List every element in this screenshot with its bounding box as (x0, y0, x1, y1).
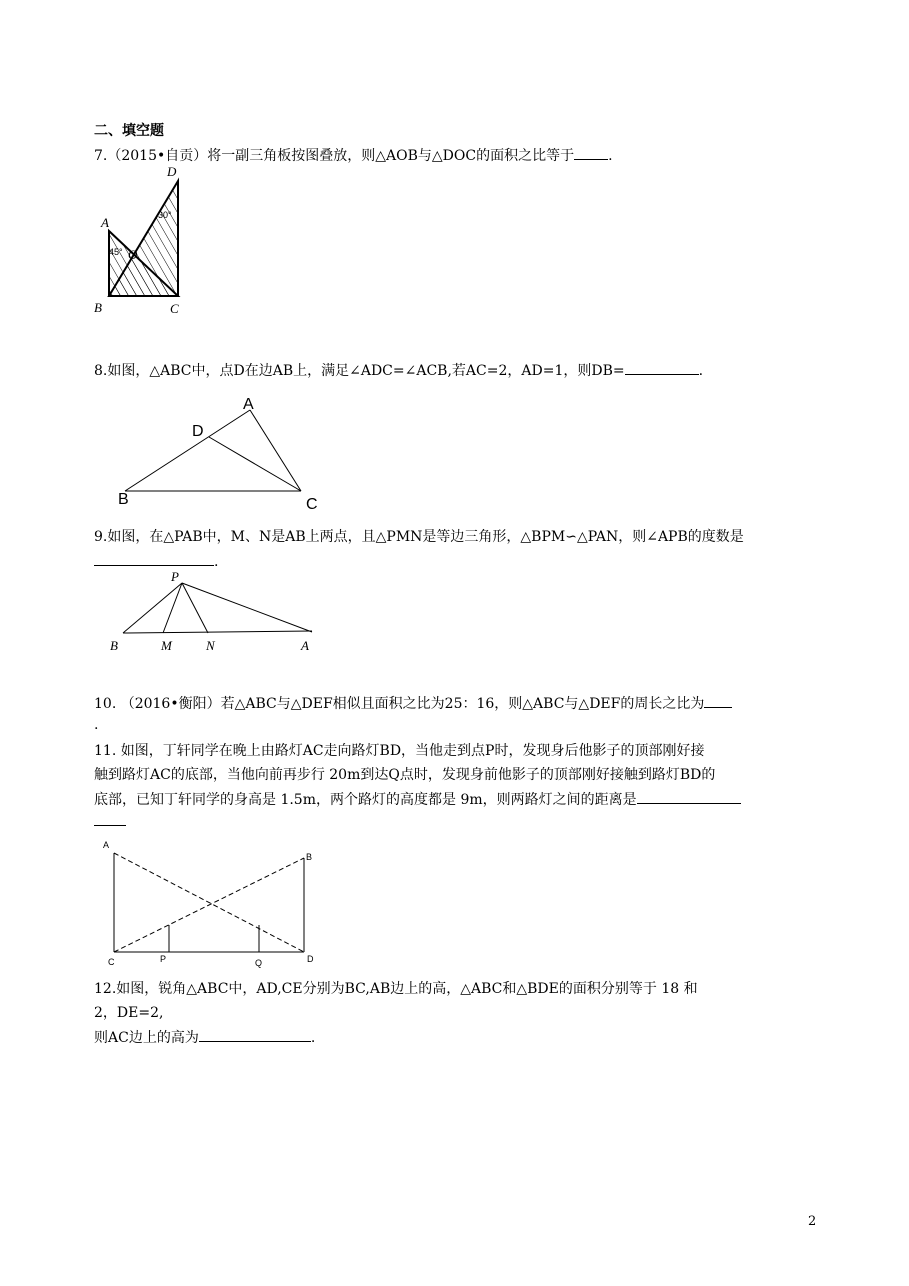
question-11-line-3 (94, 789, 741, 810)
question-10 (94, 693, 732, 714)
label-D: D (307, 954, 314, 964)
page-number: 2 (808, 1214, 817, 1229)
question-7-text: 7.（2015•自贡）将一副三角板按图叠放，则△AOB与△DOC的面积之比等于 (94, 148, 575, 164)
label-A: A (243, 396, 254, 413)
question-11-line-1: 11. 如图，丁轩同学在晚上由路灯AC走向路灯BD，当他走到点P时，发现身后他影子的顶部刚好接 (94, 743, 705, 759)
label-C: C (306, 496, 318, 513)
question-8 (94, 360, 703, 381)
answer-blank-8[interactable] (625, 360, 699, 375)
answer-blank-7[interactable] (574, 145, 608, 160)
light-ray-cb (114, 858, 304, 952)
section-heading: 二、填空题 (94, 123, 164, 139)
answer-blank-11-continued[interactable] (94, 811, 126, 826)
figure-q11-streetlights (100, 838, 325, 968)
label-C: C (108, 957, 115, 967)
question-12-line-1: 12.如图，锐角△ABC中，AD,CE分别为BC,AB边上的高，△ABC和△BDE的面积分别等于 18 和 (94, 981, 698, 997)
question-11-line-2: 触到路灯AC的底部，当他向前再步行 20m到达Q点时，发现身前他影子的顶部刚好接触到路灯BD的 (94, 767, 716, 783)
answer-blank-11[interactable] (637, 789, 741, 804)
label-A: A (103, 840, 110, 850)
segment-pb (123, 583, 182, 633)
label-Q: Q (255, 958, 263, 968)
label-P: P (160, 954, 167, 964)
question-10-text: 10. （2016•衡阳）若△ABC与△DEF相似且面积之比为25：16，则△ABC与△DEF的周长之比为 (94, 696, 705, 712)
triangle-dbc (109, 181, 178, 296)
label-O: O (128, 247, 138, 262)
question-11-answer-continuation (94, 811, 126, 832)
figure-q8-triangle (110, 390, 330, 515)
label-P: P (171, 569, 179, 584)
question-10-end: . (94, 717, 99, 733)
question-9-end: . (214, 554, 219, 570)
label-D: D (192, 423, 204, 440)
label-A: A (301, 638, 309, 653)
question-11-line-3-text: 底部，已知丁轩同学的身高是 1.5m，两个路灯的高度都是 9m，则两路灯之间的距离是 (94, 792, 637, 808)
label-B: B (306, 852, 313, 862)
label-B: B (94, 300, 102, 315)
question-12-line-2: 2，DE=2, (94, 1005, 164, 1021)
label-B: B (118, 491, 129, 508)
question-12-line-3-text: 则AC边上的高为 (94, 1030, 199, 1046)
question-8-text: 8.如图，△ABC中，点D在边AB上，满足∠ADC=∠ACB,若AC=2，AD=1，则DB= (94, 363, 625, 379)
figure-q7-triangles (92, 163, 192, 318)
question-7-end: . (608, 148, 613, 164)
light-ray-ad (114, 853, 304, 952)
label-angle-45: 45° (109, 247, 123, 257)
question-12-line-3 (94, 1027, 315, 1048)
label-angle-30: 30° (158, 210, 172, 220)
answer-blank-10[interactable] (704, 693, 732, 708)
answer-blank-12[interactable] (199, 1027, 311, 1042)
segment-ac (250, 410, 301, 491)
segment-ba (123, 631, 312, 633)
label-N: N (206, 638, 215, 653)
segment-dc (209, 437, 301, 491)
label-B: B (110, 638, 118, 653)
segment-pa (182, 583, 312, 632)
question-8-end: . (698, 363, 704, 379)
label-D: D (167, 164, 177, 179)
label-A: A (101, 215, 109, 230)
question-9-text: 9.如图，在△PAB中，M、N是AB上两点，且△PMN是等边三角形，△BPM∽△PAN，则∠APB的度数是 (94, 529, 744, 545)
figure-q9-triangle (105, 567, 325, 657)
answer-blank-9[interactable] (94, 551, 214, 566)
label-M: M (161, 638, 172, 653)
label-C: C (170, 301, 179, 316)
question-12-end: . (310, 1030, 316, 1046)
segment-pn (182, 583, 208, 633)
question-9 (94, 527, 744, 547)
